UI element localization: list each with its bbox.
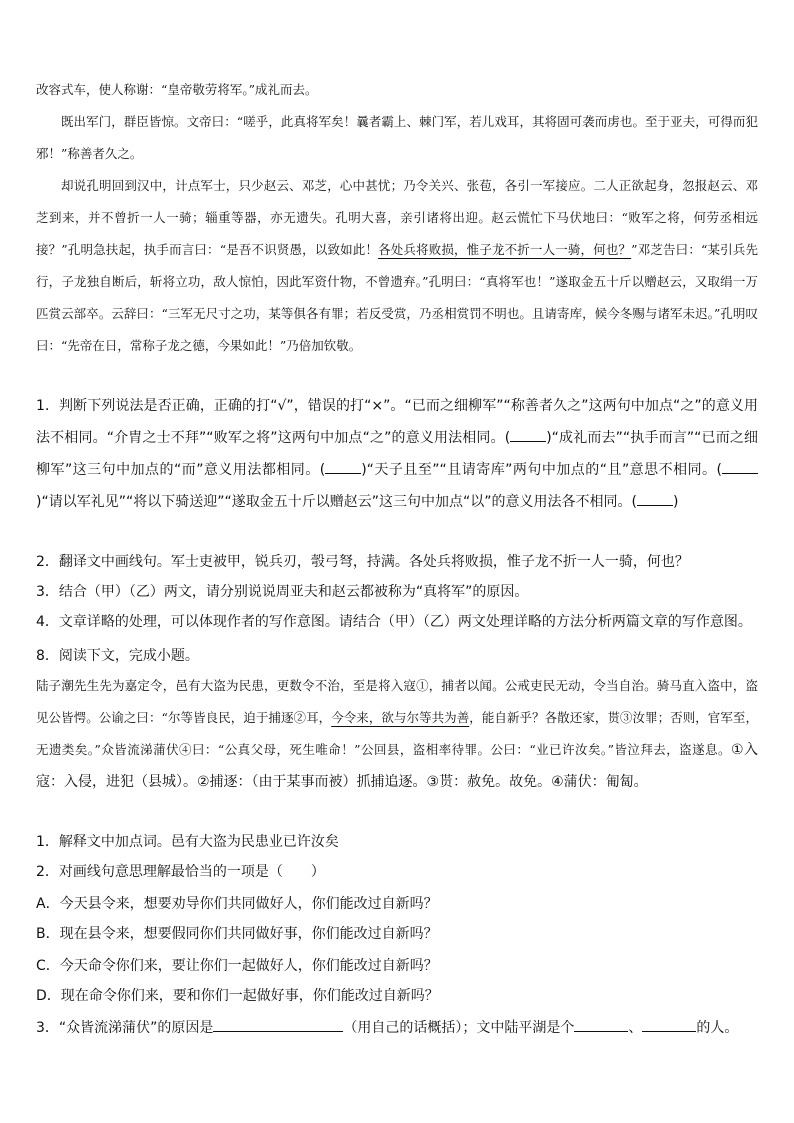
- passage-b: [36, 170, 758, 362]
- passage-b-text-cont: ”邓芝告曰：“某引兵先行，子龙独自断后，斩将立功，敌人惊怕，因此军资什物，不曾遗弃。”孔明曰：“真将军也！”遂取金五十斤以赠赵云，又取绢一万匹赏云部卒。云辞曰：“三军无尺寸之功，某等俱各有罪；若反受赏，乃丞相赏罚不明也。且请寄库，候今冬赐与诸军未迟。”孔明叹曰：“先帝在日，常称子龙之德，今果如此！”乃倍加钦敬。: [36, 242, 758, 353]
- s8-question-1: 1．解释文中加点词。邑有大盗为民患业已许汝矣: [36, 834, 339, 850]
- question-2-translate: 2．翻译文中画线句。军士吏被甲，锐兵刃，彀弓弩，持满。各处兵将败损，惟子龙不折一人一骑，何也？: [36, 554, 689, 570]
- question-3-reason: 3．结合（甲）（乙）两文，请分别说说周亚夫和赵云都被称为“真将军”的原因。: [36, 584, 529, 600]
- q1-text: 1．判断下列说法是否正确，正确的打“√”，错误的打“×”。“已而之细柳军”“称善者久之”这两句中加点“之”的意义用法不相同。“介胄之士不拜”“败军之将”这两句中加点“之”的意义用法相同。(: [36, 398, 758, 446]
- s8-q3-text-c: 、: [628, 1020, 643, 1036]
- s8-question-3: [36, 1012, 758, 1044]
- q1-text-c: )“天子且至”“且请寄库”两句中加点的“且”意思不相同。(: [361, 462, 722, 478]
- section-8-text: 陆子潮先生先为嘉定令，邑有大盗为民患，更数令不治，至是将入寇①，捕者以闻。公戒吏民无动，令当自治。骑马直入盗中，盗见公皆愕。公谕之曰：“尔等皆良民，迫于捕逐②耳，: [36, 678, 758, 725]
- q1-answer-blank-2[interactable]: [325, 457, 361, 474]
- q1-text-b: )“成礼而去”“执手而言”“已而之细柳军”这三句中加点的“而”意义用法都相同。(: [36, 430, 758, 478]
- s8-q3-blank-2[interactable]: [574, 1015, 628, 1032]
- question-1-judgement: [36, 390, 758, 518]
- q1-answer-blank-1[interactable]: [510, 425, 546, 442]
- section-8-passage: [36, 670, 758, 798]
- question-4-intent: 4．文章详略的处理，可以体现作者的写作意图。请结合（甲）（乙）两文处理详略的方法分析两篇文章的写作意图。: [36, 614, 752, 630]
- s8-q3-text-d: 的人。: [696, 1020, 739, 1036]
- s8-q3-blank-1[interactable]: [213, 1015, 343, 1032]
- s8-q3-text-b: （用自己的话概括）；文中陆平湖是个: [343, 1020, 575, 1036]
- s8-option-c[interactable]: C．今天命令你们来，要让你们一起做好人，你们能改过自新吗？: [36, 958, 438, 974]
- passage-b-underlined-sentence: 各处兵将败损，惟子龙不折一人一骑，何也？: [378, 242, 632, 257]
- section-8-notes: ①入寇：入侵，进犯（县城）。②捕逐：（由于某事而被）抓捕追逐。③贳：赦免。故免。④蒲伏：匍匐。: [36, 742, 758, 790]
- section-8-underlined-sentence: 今令来，欲与尔等共为善: [331, 710, 470, 725]
- q1-text-d: )“请以军礼见”“将以下骑送迎”“遂取金五十斤以赠赵云”这三句中加点“以”的意义用法各不相同。(: [36, 494, 637, 510]
- s8-option-a[interactable]: A．今天县令来，想要劝导你们共同做好人，你们能改过自新吗？: [36, 896, 438, 912]
- section-8-text-cont: ，能自新乎？各散还家，贳③汝罪；否则，官军至，无遗类矣。”众皆流涕蒲伏④曰：“公真父母，死生唯命！”公回县，盗相率待罪。公曰：“业已许汝矣。”皆泣拜去，盗遂息。: [36, 710, 758, 757]
- q1-answer-blank-4[interactable]: [637, 489, 673, 506]
- q1-answer-blank-3[interactable]: [722, 457, 758, 474]
- s8-option-b[interactable]: B．现在县令来，想要假同你们共同做好事，你们能改过自新吗？: [36, 926, 438, 942]
- passage-a-p1: 改容式车，使人称谢：“皇帝敬劳将军。”成礼而去。: [36, 82, 318, 97]
- s8-q3-text: 3．“众皆流涕蒲伏”的原因是: [36, 1020, 214, 1036]
- s8-question-2: 2．对画线句意思理解最恰当的一项是（ ）: [36, 864, 325, 880]
- s8-q3-blank-3[interactable]: [642, 1015, 696, 1032]
- q1-text-e: ): [672, 494, 679, 510]
- passage-b-text: 却说孔明回到汉中，计点军士，只少赵云、邓芝，心中甚忧；乃令关兴、张苞，各引一军接应。二人正欲起身，忽报赵云、邓芝到来，并不曾折一人一骑；辎重等器，亦无遗失。孔明大喜，亲引诸将出迎。赵云慌忙下马伏地曰：“败军之将，何劳丞相远接？”孔明急扶起，执手而言曰：“是吾不识贤愚，以致如此！: [36, 178, 758, 257]
- s8-option-d[interactable]: D．现在命令你们来，要和你们一起做好事，你们能改过自新吗？: [36, 988, 439, 1004]
- section-8-heading: 8．阅读下文，完成小题。: [36, 648, 199, 664]
- passage-a-p2: 既出军门，群臣皆惊。文帝曰：“嗟乎，此真将军矣！曩者霸上、棘门军，若儿戏耳，其将固可袭而虏也。至于亚夫，可得而犯邪！”称善者久之。: [36, 114, 758, 161]
